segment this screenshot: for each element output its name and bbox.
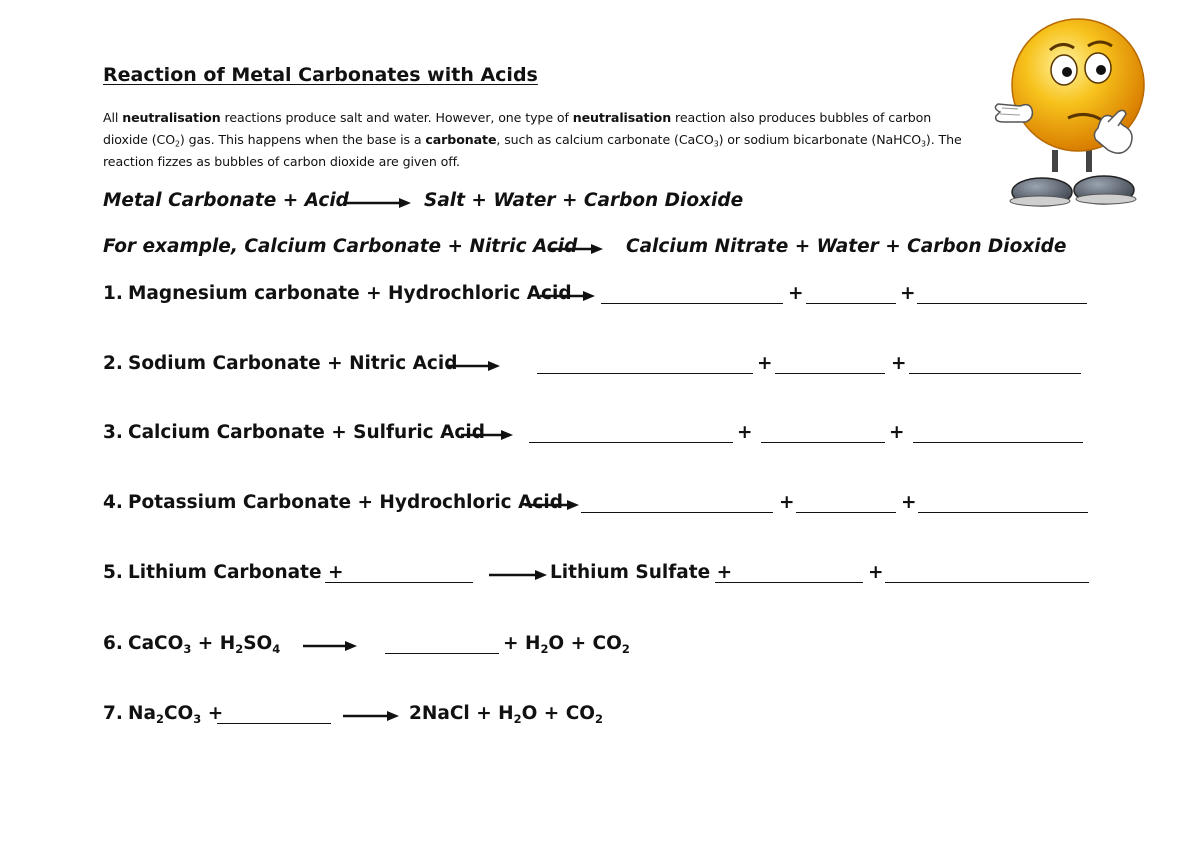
q6-reactants: CaCO$_3$ + $H_2SO_4$	[128, 633, 281, 656]
reaction-arrow-icon	[446, 360, 500, 372]
intro-paragraph: All neutralisation reactions produce salt and water. However, one type of neutralisation reaction also produces bubbles of carbon dioxide $(CO_2)$ gas. This happens when the base is a carbonate, such as calcium carbonate (CaCO$_3$) or sodium bicarbonate (NaHCO$_3$). The reaction fizzes as bubbles of carbon dioxide are given off.	[103, 110, 962, 169]
thinking-emoji-icon	[990, 10, 1150, 215]
answer-blank[interactable]	[537, 373, 753, 374]
q6-products: + $H_2O + CO_2$	[503, 633, 630, 656]
reaction-arrow-icon	[551, 243, 603, 255]
q7-products: 2NaCl + $H_2O + CO_2$	[409, 703, 604, 726]
answer-blank[interactable]	[715, 582, 863, 583]
answer-blank[interactable]	[761, 442, 885, 443]
answer-blank[interactable]	[918, 512, 1088, 513]
reaction-arrow-icon	[525, 499, 579, 511]
answer-blank[interactable]	[529, 442, 733, 443]
answer-blank[interactable]	[775, 373, 885, 374]
reaction-arrow-icon	[461, 429, 513, 441]
reaction-arrow-icon	[489, 569, 547, 581]
reaction-arrow-icon	[343, 197, 411, 209]
answer-blank[interactable]	[913, 442, 1083, 443]
answer-blank[interactable]	[385, 653, 499, 654]
q7-reactants: $Na_2CO_3$ +	[128, 703, 224, 726]
answer-blank[interactable]	[796, 512, 896, 513]
answer-blank[interactable]	[909, 373, 1081, 374]
worksheet-title: Reaction of Metal Carbonates with Acids	[103, 64, 538, 86]
answer-blank[interactable]	[581, 512, 773, 513]
answer-blank[interactable]	[885, 582, 1089, 583]
reaction-arrow-icon	[540, 290, 595, 302]
reaction-arrow-icon	[343, 710, 399, 722]
answer-blank[interactable]	[217, 723, 331, 724]
answer-blank[interactable]	[325, 582, 473, 583]
answer-blank[interactable]	[806, 303, 896, 304]
answer-blank[interactable]	[917, 303, 1087, 304]
reaction-arrow-icon	[303, 640, 357, 652]
answer-blank[interactable]	[601, 303, 783, 304]
